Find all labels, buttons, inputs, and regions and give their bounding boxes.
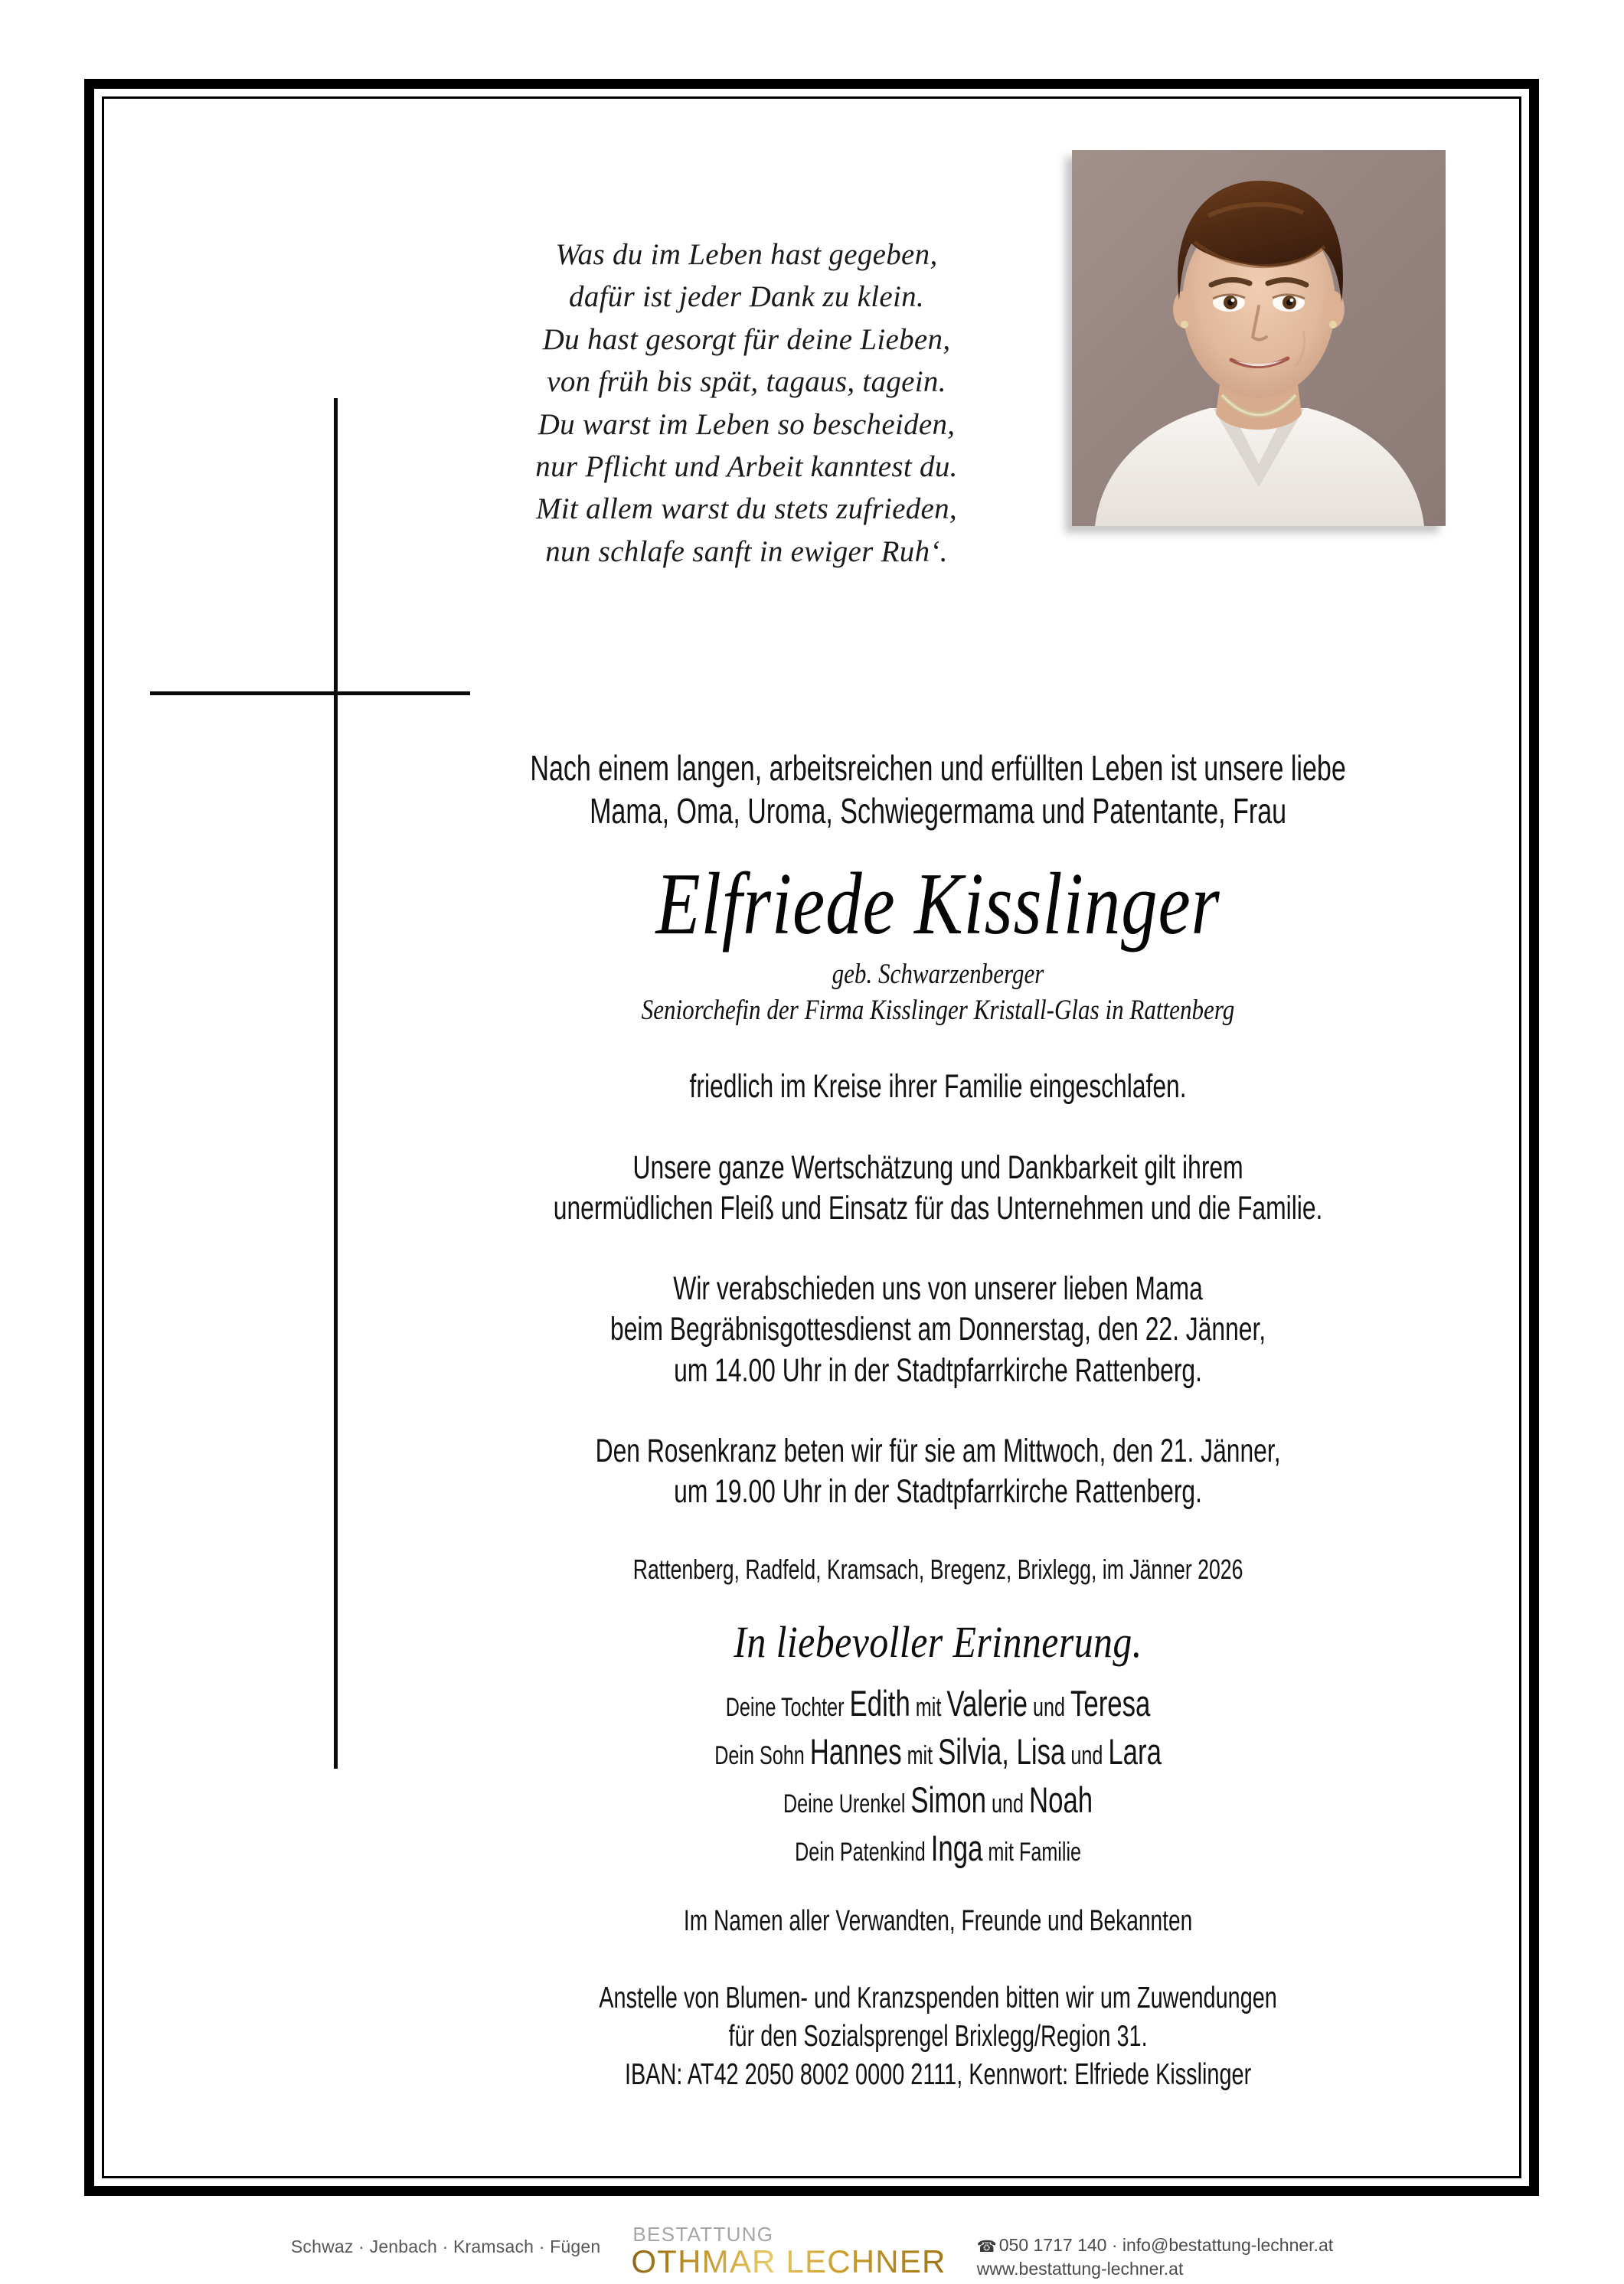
poem-line: dafür ist jeder Dank zu klein. (569, 280, 924, 314)
passing-line: friedlich im Kreise ihrer Familie eingeschlafen. (689, 1068, 1187, 1106)
appreciation-line: unermüdlichen Fleiß und Einsatz für das Unternehmen und die Familie. (553, 1189, 1323, 1227)
appreciation-line: Unsere ganze Wertschätzung und Dankbarkeit gilt ihrem (632, 1149, 1243, 1186)
poem-line: Was du im Leben hast gegeben, (555, 238, 938, 271)
rosary-paragraph (429, 1431, 1447, 1513)
survivor-line (429, 1776, 1448, 1825)
places-line: Rattenberg, Radfeld, Kramsach, Bregenz, Brixlegg, im Jänner 2026 (632, 1553, 1243, 1585)
deceased-name-block (429, 855, 1447, 1027)
spacer (429, 1873, 1447, 1903)
survivor-name: Valerie (946, 1682, 1028, 1724)
intro-line: Mama, Oma, Uroma, Schwiegermama und Patentante, Frau (589, 791, 1287, 832)
survivor-connector: und (1027, 1692, 1070, 1722)
spacer (429, 1027, 1447, 1067)
poem-line: Du hast gesorgt für deine Lieben, (542, 322, 951, 356)
poem-line: nur Pflicht und Arbeit kanntest du. (535, 449, 958, 483)
poem-line: Mit allem warst du stets zufrieden, (536, 492, 957, 526)
footer-contact-line: 050 1717 140 · info@bestattung-lechner.at (998, 2235, 1334, 2255)
funeral-line: um 14.00 Uhr in der Stadtpfarrkirche Rattenberg. (674, 1351, 1202, 1389)
funeral-home-logo (631, 2217, 946, 2278)
spacer (429, 1668, 1447, 1680)
logo-bottom-line: OTHMAR LECHNER (631, 2243, 946, 2279)
survivor-name: Lara (1108, 1730, 1162, 1772)
donation-line: IBAN: AT42 2050 8002 0000 2111, Kennwort: Elfriede Kisslinger (624, 2058, 1252, 2092)
logo-top-line: BESTATTUNG (632, 2223, 774, 2246)
footer-website: www.bestattung-lechner.at (976, 2259, 1184, 2279)
funeral-line: Wir verabschieden uns von unserer lieben Mama (673, 1270, 1203, 1308)
rosary-line: um 19.00 Uhr in der Stadtpfarrkirche Rattenberg. (674, 1473, 1202, 1511)
funeral-service-paragraph (429, 1269, 1447, 1391)
survivor-name: Inga (930, 1827, 983, 1868)
survivor-connector: mit (910, 1692, 947, 1722)
survivor-prefix: Deine Tochter (725, 1692, 850, 1722)
survivors-list (429, 1680, 1447, 1873)
survivor-line (429, 1825, 1448, 1873)
places-and-date (429, 1553, 1447, 1586)
rosary-line: Den Rosenkranz beten wir für sie am Mittwoch, den 21. Jänner, (595, 1433, 1281, 1470)
donation-line: für den Sozialsprengel Brixlegg/Region 31. (728, 2020, 1148, 2054)
deceased-maiden-name: geb. Schwarzenberger (832, 959, 1044, 991)
obituary-body (429, 747, 1447, 2094)
footer-towns: Schwaz · Jenbach · Kramsach · Fügen (290, 2237, 601, 2256)
survivor-connector: und (985, 1789, 1029, 1818)
donation-line: Anstelle von Blumen- und Kranzspenden bitten wir um Zuwendungen (599, 1982, 1277, 2015)
spacer (429, 1939, 1447, 1979)
poem-line: Du warst im Leben so bescheiden, (538, 407, 956, 441)
spacer (429, 1391, 1447, 1431)
cross-icon-horizontal-beam (150, 691, 470, 695)
survivor-name: Hannes (809, 1730, 902, 1772)
survivor-connector: mit (901, 1740, 939, 1770)
poem-line: von früh bis spät, tagaus, tagein. (547, 365, 946, 399)
appreciation-paragraph (429, 1148, 1447, 1230)
survivor-line (429, 1728, 1448, 1776)
survivor-name: Teresa (1070, 1682, 1151, 1724)
portrait-illustration (1072, 150, 1446, 526)
survivor-prefix: Dein Sohn (714, 1740, 810, 1770)
spacer (429, 1513, 1447, 1553)
relatives-note-line: Im Namen aller Verwandten, Freunde und Bekannten (683, 1904, 1193, 1937)
footer-contact-phone-row (977, 2233, 1334, 2257)
survivor-name: Silvia, Lisa (938, 1730, 1066, 1772)
portrait-photo (1072, 150, 1446, 526)
survivor-name: Noah (1028, 1779, 1093, 1820)
survivor-prefix: Deine Urenkel (783, 1789, 911, 1818)
donation-notice (429, 1979, 1447, 2094)
deceased-name: Elfriede Kisslinger (655, 855, 1220, 954)
spacer (429, 1586, 1447, 1616)
footer (0, 2217, 1624, 2281)
spacer (429, 1108, 1447, 1148)
passing-paragraph (429, 1067, 1447, 1107)
memorial-poem (482, 234, 1011, 573)
survivor-name: Edith (849, 1682, 910, 1724)
intro-paragraph (429, 747, 1447, 832)
survivor-line (429, 1680, 1448, 1728)
survivor-name: Simon (910, 1779, 986, 1820)
poem-line: nun schlafe sanft in ewiger Ruh‘. (545, 534, 948, 568)
cross-icon-vertical-beam (334, 398, 338, 1769)
footer-contact (977, 2217, 1334, 2281)
survivor-prefix: Dein Patenkind (795, 1837, 931, 1867)
relatives-note (429, 1903, 1447, 1940)
funeral-line: beim Begräbnisgottesdienst am Donnerstag, den 22. Jänner, (609, 1311, 1266, 1348)
intro-line: Nach einem langen, arbeitsreichen und erfüllten Leben ist unsere liebe (530, 748, 1346, 788)
survivor-connector: und (1065, 1740, 1109, 1770)
memory-heading: In liebevoller Erinnerung. (734, 1616, 1142, 1667)
survivor-connector: mit Familie (982, 1837, 1081, 1867)
telephone-icon: ☎ (976, 2238, 997, 2256)
spacer (429, 1229, 1447, 1269)
deceased-role: Seniorchefin der Firma Kisslinger Kristall-Glas in Rattenberg (641, 995, 1235, 1027)
